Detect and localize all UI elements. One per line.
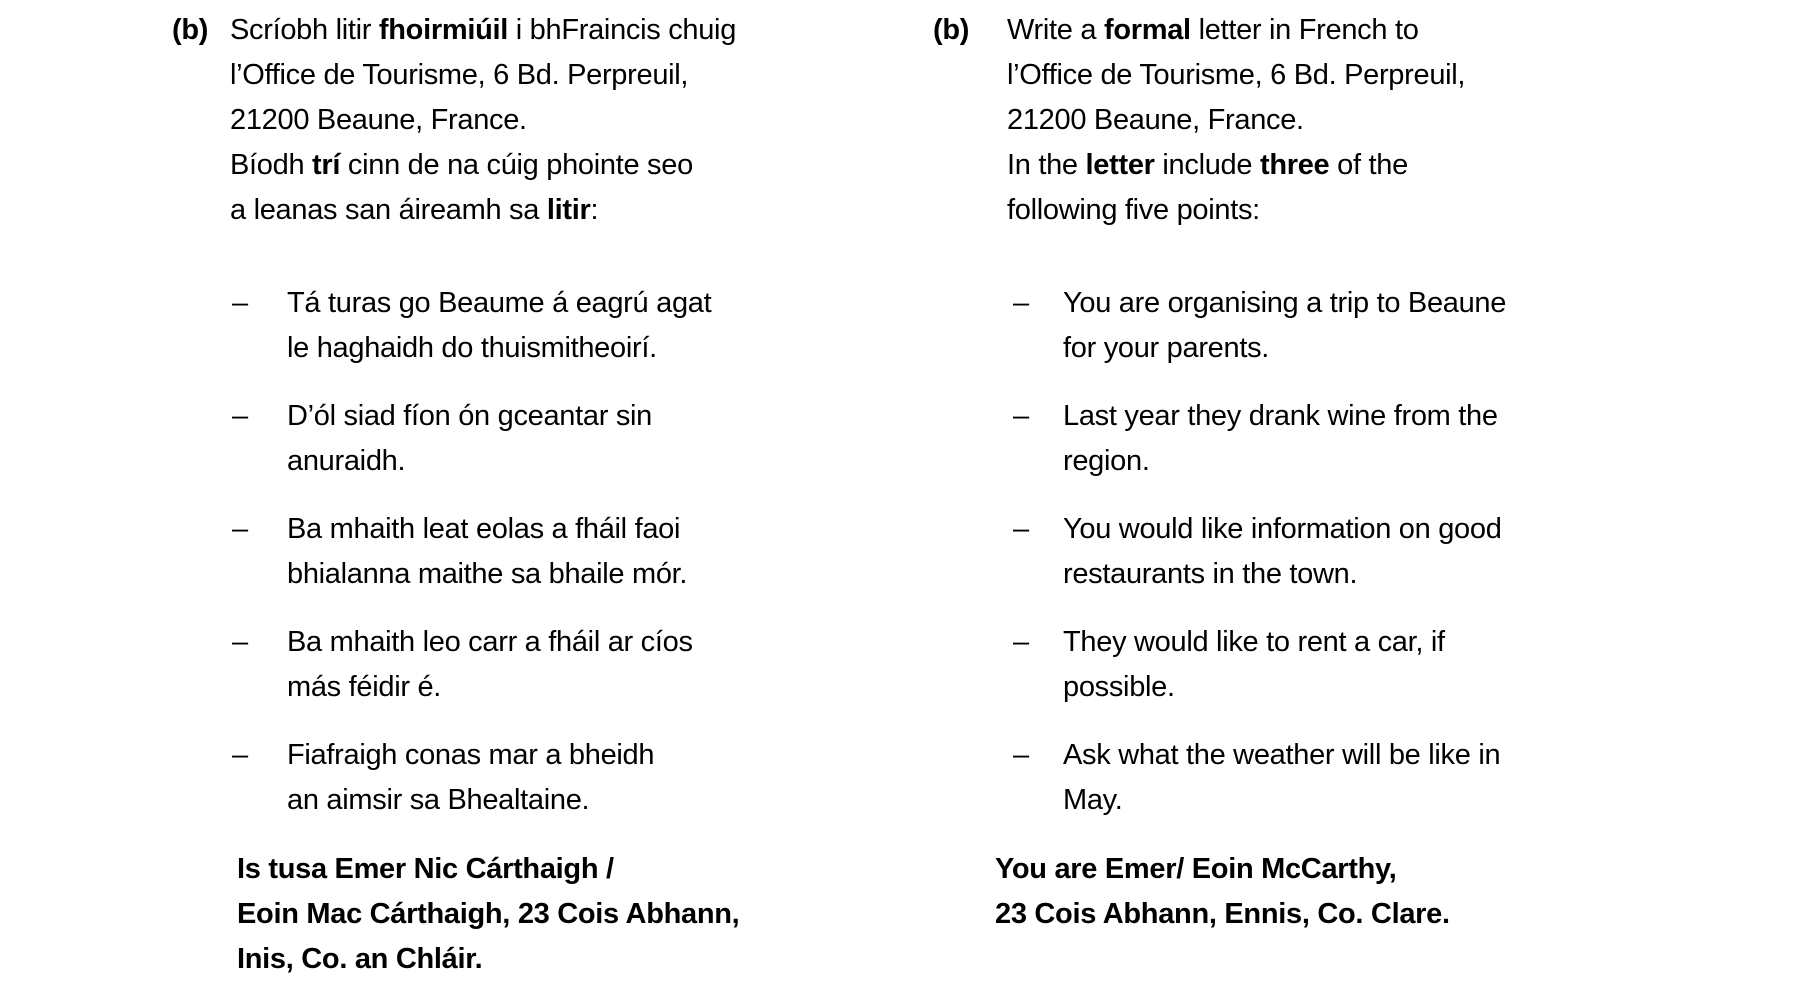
bullet-item [232,620,912,710]
intro-line: following five points: [1007,194,1260,226]
bullet-dash: – [1013,626,1029,658]
bullet-item [1013,507,1693,597]
bullet-item [232,507,912,597]
question-label-english: (b) [933,14,970,46]
intro-line: 21200 Beaune, France. [1007,104,1304,136]
bullet-text: Last year they drank wine from the region. [1063,400,1498,477]
bullet-dash: – [1013,400,1029,432]
question-intro-english [1007,8,1693,233]
bullet-dash: – [232,287,248,319]
identity-note-line: 23 Cois Abhann, Ennis, Co. Clare. [995,898,1450,930]
question-intro-irish [230,8,912,233]
bullet-dash: – [232,739,248,771]
bullet-item [232,394,912,484]
bullet-item [232,281,912,371]
bullet-text: D’ól siad fíon ón gceantar sin anuraidh. [287,400,652,477]
bullet-dash: – [232,400,248,432]
identity-note-line: Inis, Co. an Chláir. [237,943,483,975]
identity-note-irish [237,847,912,982]
bullet-dash: – [232,626,248,658]
bullet-item [1013,733,1693,823]
question-label-irish: (b) [172,14,209,46]
identity-note-line: You are Emer/ Eoin McCarthy, [995,853,1397,885]
intro-line: Bíodh trí cinn de na cúig phointe seo [230,149,693,181]
intro-line: a leanas san áireamh sa litir: [230,194,599,226]
bullet-text: Ba mhaith leo carr a fháil ar cíos más féidir é. [287,626,693,703]
bullet-text: Ask what the weather will be like in May. [1063,739,1501,816]
question-column-english [933,8,1693,937]
bullet-item [1013,281,1693,371]
question-content-irish [230,8,912,982]
bullet-text: Tá turas go Beaume á eagrú agat le haghaidh do thuismitheoirí. [287,287,712,364]
bullet-dash: – [1013,513,1029,545]
bullet-text: You would like information on good restaurants in the town. [1063,513,1502,590]
identity-note-line: Eoin Mac Cárthaigh, 23 Cois Abhann, [237,898,740,930]
intro-line: l’Office de Tourisme, 6 Bd. Perpreuil, [230,59,689,91]
identity-note-english [995,847,1693,937]
question-column-irish [172,8,912,982]
bullet-dash: – [1013,739,1029,771]
identity-note-line: Is tusa Emer Nic Cárthaigh / [237,853,614,885]
intro-line: Scríobh litir fhoirmiúil i bhFraincis chuig [230,14,737,46]
bullet-dash: – [232,513,248,545]
bullet-item [232,733,912,823]
bullet-item [1013,620,1693,710]
bullet-text: Fiafraigh conas mar a bheidh an aimsir sa Bhealtaine. [287,739,655,816]
bullet-text: Ba mhaith leat eolas a fháil faoi bhialanna maithe sa bhaile mór. [287,513,688,590]
bullet-list-english [1007,281,1693,823]
bullet-dash: – [1013,287,1029,319]
intro-line: l’Office de Tourisme, 6 Bd. Perpreuil, [1007,59,1466,91]
intro-line: In the letter include three of the [1007,149,1408,181]
bullet-list-irish [230,281,912,823]
bullet-text: You are organising a trip to Beaune for your parents. [1063,287,1507,364]
intro-line: Write a formal letter in French to [1007,14,1419,46]
bullet-text: They would like to rent a car, if possible. [1063,626,1445,703]
question-content-english [995,8,1693,937]
intro-line: 21200 Beaune, France. [230,104,527,136]
bullet-item [1013,394,1693,484]
